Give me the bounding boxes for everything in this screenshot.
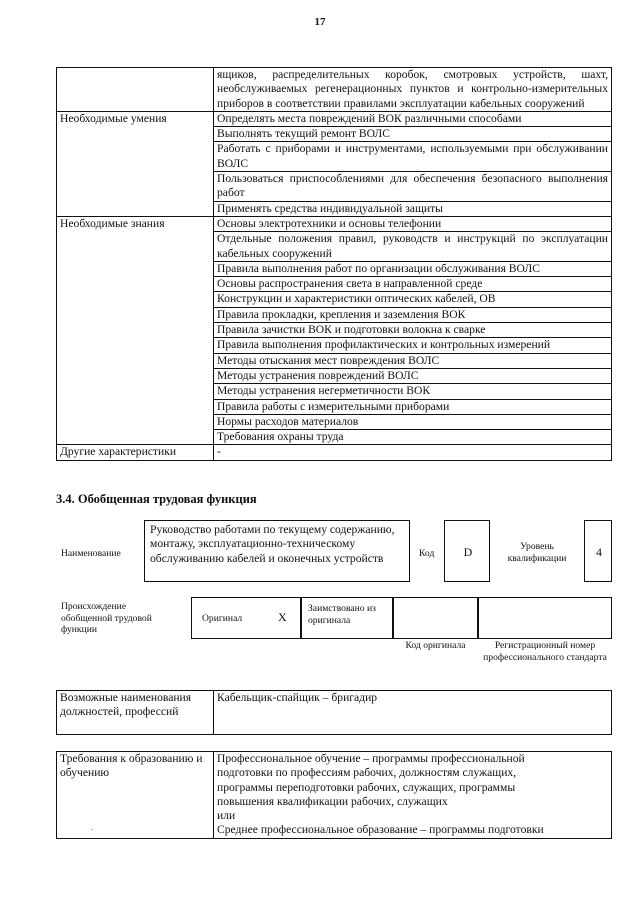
requirement-value: Работать с приборами и инструментами, используемыми при обслуживании ВОЛС (214, 142, 612, 172)
education-line: или (217, 809, 236, 823)
code-value: D (463, 545, 473, 559)
requirement-row (57, 68, 612, 112)
requirement-value: Правила зачистки ВОК и подготовки волокна к сварке (214, 323, 612, 338)
education-value (214, 752, 612, 839)
code-box (444, 520, 490, 582)
requirement-row (57, 111, 612, 126)
requirement-label: Необходимые знания (57, 216, 214, 444)
requirement-value: Применять средства индивидуальной защиты (214, 201, 612, 216)
requirement-value: Правила выполнения работ по организации обслуживания ВОЛС (214, 261, 612, 276)
requirement-value: ящиков, распределительных коробок, смотровых устройств, шахт, необслуживаемых регенерационных пунктов и контрольно-измерительных приборов в соответствии правилами эксплуатации кабельных сооружений (214, 68, 612, 112)
original-code-cell (393, 597, 478, 639)
education-line: программы переподготовки рабочих, служащих, программы (217, 780, 516, 794)
borrowed-cell (301, 597, 393, 639)
code-label: Код (419, 548, 435, 559)
education-line: повышения квалификации рабочих, служащих (217, 794, 448, 808)
section-title: 3.4. Обобщенная трудовая функция (56, 492, 257, 506)
requirement-value: Основы электротехники и основы телефонии (214, 216, 612, 231)
original-mark: X (278, 610, 287, 624)
education-line: Среднее профессиональное образование – программы подготовки (217, 823, 544, 837)
requirement-value: Правила выполнения профилактических и контрольных измерений (214, 338, 612, 353)
education-line: подготовки по профессиям рабочих, должностям служащих, (217, 766, 517, 780)
original-label: Оригинал (202, 613, 243, 624)
reg-caption: Регистрационный номер профессионального стандарта (483, 640, 607, 663)
origin-label: Происхождение обобщенной трудовой функции (61, 601, 152, 636)
page-number: 17 (314, 16, 326, 28)
positions-table (56, 690, 612, 735)
requirement-value: Конструкции и характеристики оптических кабелей, ОВ (214, 292, 612, 307)
code-caption: Код оригинала (405, 640, 466, 651)
requirement-value: - (214, 445, 612, 460)
function-name-value: Руководство работами по текущему содержанию, монтажу, эксплуатационно-техническому обслуживанию кабелей и оконечных устройств (150, 523, 395, 565)
requirement-value: Методы устранения повреждений ВОЛС (214, 368, 612, 383)
requirement-value: Правила работы с измерительными приборами (214, 399, 612, 414)
requirement-value: Методы устранения негерметичности ВОК (214, 384, 612, 399)
function-name-box (144, 520, 410, 582)
requirement-value: Требования охраны труда (214, 430, 612, 445)
positions-label: Возможные наименования должностей, профессий (57, 691, 214, 735)
requirement-label: Необходимые умения (57, 111, 214, 216)
education-table (56, 751, 612, 839)
requirement-label: Другие характеристики (57, 445, 214, 460)
level-value: 4 (596, 545, 602, 559)
original-cell (191, 597, 301, 639)
requirements-table (56, 67, 612, 461)
margin-mark: . (91, 822, 94, 832)
requirement-value: Методы отыскания мест повреждения ВОЛС (214, 353, 612, 368)
requirement-row (57, 216, 612, 231)
level-label: Уровень квалификации (507, 541, 567, 564)
level-box (584, 520, 612, 582)
requirement-value: Определять места повреждений ВОК различными способами (214, 111, 612, 126)
positions-value: Кабельщик-спайщик – бригадир (214, 691, 612, 735)
education-label: Требования к образованию и обучению (57, 752, 214, 839)
requirement-value: Нормы расходов материалов (214, 414, 612, 429)
requirement-row (57, 445, 612, 460)
requirement-value: Правила прокладки, крепления и заземления ВОК (214, 307, 612, 322)
requirement-label (57, 68, 214, 112)
borrowed-label: Заимствовано из оригинала (308, 603, 376, 626)
requirement-value: Отдельные положения правил, руководств и инструкций по эксплуатации кабельных сооружений (214, 232, 612, 262)
reg-number-cell (478, 597, 612, 639)
education-line: Профессиональное обучение – программы профессиональной (217, 752, 525, 765)
name-label: Наименование (61, 548, 121, 559)
requirement-value: Выполнять текущий ремонт ВОЛС (214, 127, 612, 142)
requirement-value: Пользоваться приспособлениями для обеспечения безопасного выполнения работ (214, 172, 612, 202)
requirement-value: Основы распространения света в направленной среде (214, 277, 612, 292)
